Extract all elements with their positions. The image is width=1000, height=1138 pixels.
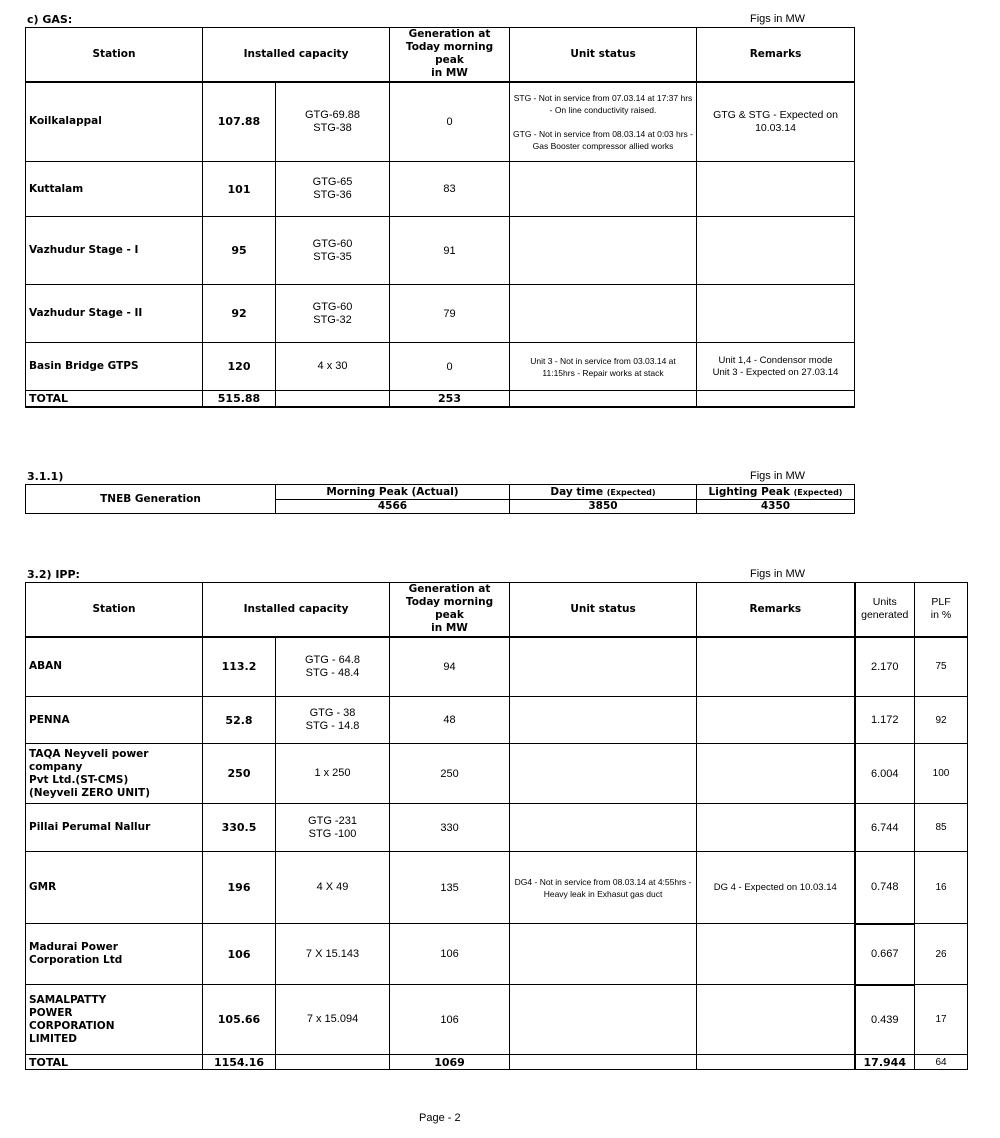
station-name: ABAN <box>26 637 203 697</box>
total-blank <box>697 1055 855 1070</box>
installed-capacity: 95 <box>203 217 276 285</box>
plf-percent: 85 <box>915 804 968 852</box>
ipp-header-units: Units generated <box>855 583 915 637</box>
generation-value: 250 <box>390 744 510 804</box>
generation-value: 330 <box>390 804 510 852</box>
station-name: Madurai Power Corporation Ltd <box>26 924 203 985</box>
tneb-daytime-sub: (Expected) <box>606 487 656 497</box>
capacity-breakup: 1 x 250 <box>276 744 390 804</box>
ipp-header-installed: Installed capacity <box>203 583 390 637</box>
unit-status <box>510 217 697 285</box>
capacity-breakup: GTG - 38 STG - 14.8 <box>276 697 390 744</box>
table-row <box>26 697 968 744</box>
station-name: Basin Bridge GTPS <box>26 343 203 391</box>
generation-value: 0 <box>390 343 510 391</box>
total-blank <box>276 1055 390 1070</box>
ipp-header-remarks: Remarks <box>697 583 855 637</box>
plf-percent: 17 <box>915 985 968 1055</box>
table-row <box>26 852 968 924</box>
table-row <box>26 162 855 217</box>
total-capacity: 1154.16 <box>203 1055 276 1070</box>
total-label: TOTAL <box>26 391 203 407</box>
total-blank <box>276 391 390 407</box>
tneb-lighting-sub: (Expected) <box>793 487 843 497</box>
total-units: 17.944 <box>855 1055 915 1070</box>
capacity-breakup: GTG -231 STG -100 <box>276 804 390 852</box>
capacity-breakup: GTG-65 STG-36 <box>276 162 390 217</box>
remarks <box>697 744 855 804</box>
installed-capacity: 330.5 <box>203 804 276 852</box>
installed-capacity: 105.66 <box>203 985 276 1055</box>
tneb-table <box>25 484 855 514</box>
gas-header-status: Unit status <box>510 28 697 82</box>
tneb-section-title: 3.1.1) <box>27 470 64 483</box>
plf-percent: 92 <box>915 697 968 744</box>
total-capacity: 515.88 <box>203 391 276 407</box>
installed-capacity: 107.88 <box>203 82 276 162</box>
units-generated: 2.170 <box>855 637 915 697</box>
remarks: DG 4 - Expected on 10.03.14 <box>697 852 855 924</box>
gas-header-row <box>26 28 855 82</box>
installed-capacity: 113.2 <box>203 637 276 697</box>
unit-status <box>510 162 697 217</box>
gas-table <box>25 27 855 408</box>
table-row <box>26 924 968 985</box>
generation-value: 0 <box>390 82 510 162</box>
tneb-morning-peak-header: Morning Peak (Actual) <box>276 485 510 500</box>
remarks <box>697 697 855 744</box>
unit-status: Unit 3 - Not in service from 03.03.14 at 11:15hrs - Repair works at stack <box>510 343 697 391</box>
ipp-table <box>25 582 968 1070</box>
page-number: Page - 2 <box>419 1112 461 1124</box>
table-row <box>26 744 968 804</box>
units-generated: 0.667 <box>855 924 915 985</box>
installed-capacity: 120 <box>203 343 276 391</box>
units-generated: 1.172 <box>855 697 915 744</box>
plf-percent: 16 <box>915 852 968 924</box>
capacity-breakup: 4 X 49 <box>276 852 390 924</box>
ipp-header-station: Station <box>26 583 203 637</box>
total-blank <box>697 391 855 407</box>
remarks <box>697 637 855 697</box>
generation-value: 83 <box>390 162 510 217</box>
tneb-daytime-label: Day time <box>550 485 604 498</box>
units-generated: 0.439 <box>855 985 915 1055</box>
station-name: PENNA <box>26 697 203 744</box>
generation-value: 106 <box>390 985 510 1055</box>
station-name: GMR <box>26 852 203 924</box>
gas-header-remarks: Remarks <box>697 28 855 82</box>
generation-value: 106 <box>390 924 510 985</box>
ipp-header-row <box>26 583 968 637</box>
total-label: TOTAL <box>26 1055 203 1070</box>
total-blank <box>510 1055 697 1070</box>
table-row <box>26 285 855 343</box>
installed-capacity: 101 <box>203 162 276 217</box>
remarks <box>697 217 855 285</box>
station-name: Vazhudur Stage - II <box>26 285 203 343</box>
ipp-header-status: Unit status <box>510 583 697 637</box>
total-generation: 1069 <box>390 1055 510 1070</box>
capacity-breakup: GTG-60 STG-35 <box>276 217 390 285</box>
ipp-header-plf: PLF in % <box>915 583 968 637</box>
station-name: SAMALPATTY POWER CORPORATION LIMITED <box>26 985 203 1055</box>
installed-capacity: 250 <box>203 744 276 804</box>
unit-status <box>510 924 697 985</box>
generation-value: 91 <box>390 217 510 285</box>
capacity-breakup: GTG-69.88 STG-38 <box>276 82 390 162</box>
gas-section-title: c) GAS: <box>27 13 73 26</box>
total-plf: 64 <box>915 1055 968 1070</box>
unit-status <box>510 744 697 804</box>
unit-status <box>510 285 697 343</box>
station-name: Kuttalam <box>26 162 203 217</box>
gas-header-generation: Generation at Today morning peak in MW <box>390 28 510 82</box>
ipp-figs-note: Figs in MW <box>750 568 805 580</box>
units-generated: 0.748 <box>855 852 915 924</box>
remarks <box>697 985 855 1055</box>
plf-percent: 100 <box>915 744 968 804</box>
installed-capacity: 106 <box>203 924 276 985</box>
total-blank <box>510 391 697 407</box>
station-name: TAQA Neyveli power company Pvt Ltd.(ST-CMS) (Neyveli ZERO UNIT) <box>26 744 203 804</box>
unit-status <box>510 985 697 1055</box>
table-row <box>26 804 968 852</box>
installed-capacity: 196 <box>203 852 276 924</box>
tneb-day-value: 3850 <box>510 500 697 514</box>
gas-figs-note: Figs in MW <box>750 13 805 25</box>
table-row <box>26 217 855 285</box>
installed-capacity: 52.8 <box>203 697 276 744</box>
tneb-lighting-label: Lighting Peak <box>708 485 790 498</box>
plf-percent: 26 <box>915 924 968 985</box>
generation-value: 94 <box>390 637 510 697</box>
tneb-lighting-value: 4350 <box>697 500 855 514</box>
unit-status <box>510 804 697 852</box>
capacity-breakup: GTG-60 STG-32 <box>276 285 390 343</box>
ipp-header-generation: Generation at Today morning peak in MW <box>390 583 510 637</box>
capacity-breakup: 4 x 30 <box>276 343 390 391</box>
generation-value: 135 <box>390 852 510 924</box>
ipp-section-title: 3.2) IPP: <box>27 568 80 581</box>
unit-status: DG4 - Not in service from 08.03.14 at 4:55hrs - Heavy leak in Exhasut gas duct <box>510 852 697 924</box>
tneb-lighting-header <box>697 485 855 500</box>
tneb-figs-note: Figs in MW <box>750 470 805 482</box>
remarks <box>697 162 855 217</box>
capacity-breakup: GTG - 64.8 STG - 48.4 <box>276 637 390 697</box>
unit-status: STG - Not in service from 07.03.14 at 17:37 hrs - On line conductivity raised. GTG - Not in service from 08.03.14 at 0:03 hrs - Gas Booster compressor allied works <box>510 82 697 162</box>
table-row <box>26 343 855 391</box>
table-row <box>26 985 968 1055</box>
remarks: GTG & STG - Expected on 10.03.14 <box>697 82 855 162</box>
remarks <box>697 924 855 985</box>
plf-percent: 75 <box>915 637 968 697</box>
table-row <box>26 637 968 697</box>
station-name: Pillai Perumal Nallur <box>26 804 203 852</box>
units-generated: 6.004 <box>855 744 915 804</box>
tneb-daytime-header <box>510 485 697 500</box>
station-name: Vazhudur Stage - I <box>26 217 203 285</box>
generation-value: 48 <box>390 697 510 744</box>
remarks <box>697 804 855 852</box>
gas-header-installed: Installed capacity <box>203 28 390 82</box>
capacity-breakup: 7 x 15.094 <box>276 985 390 1055</box>
unit-status <box>510 697 697 744</box>
units-generated: 6.744 <box>855 804 915 852</box>
capacity-breakup: 7 X 15.143 <box>276 924 390 985</box>
tneb-morning-value: 4566 <box>276 500 510 514</box>
remarks: Unit 1,4 - Condensor mode Unit 3 - Expected on 27.03.14 <box>697 343 855 391</box>
total-row <box>26 391 855 407</box>
total-row <box>26 1055 968 1070</box>
unit-status <box>510 637 697 697</box>
station-name: Koilkalappal <box>26 82 203 162</box>
total-generation: 253 <box>390 391 510 407</box>
gas-header-station: Station <box>26 28 203 82</box>
tneb-generation-label: TNEB Generation <box>26 485 276 514</box>
table-row <box>26 82 855 162</box>
generation-value: 79 <box>390 285 510 343</box>
remarks <box>697 285 855 343</box>
installed-capacity: 92 <box>203 285 276 343</box>
